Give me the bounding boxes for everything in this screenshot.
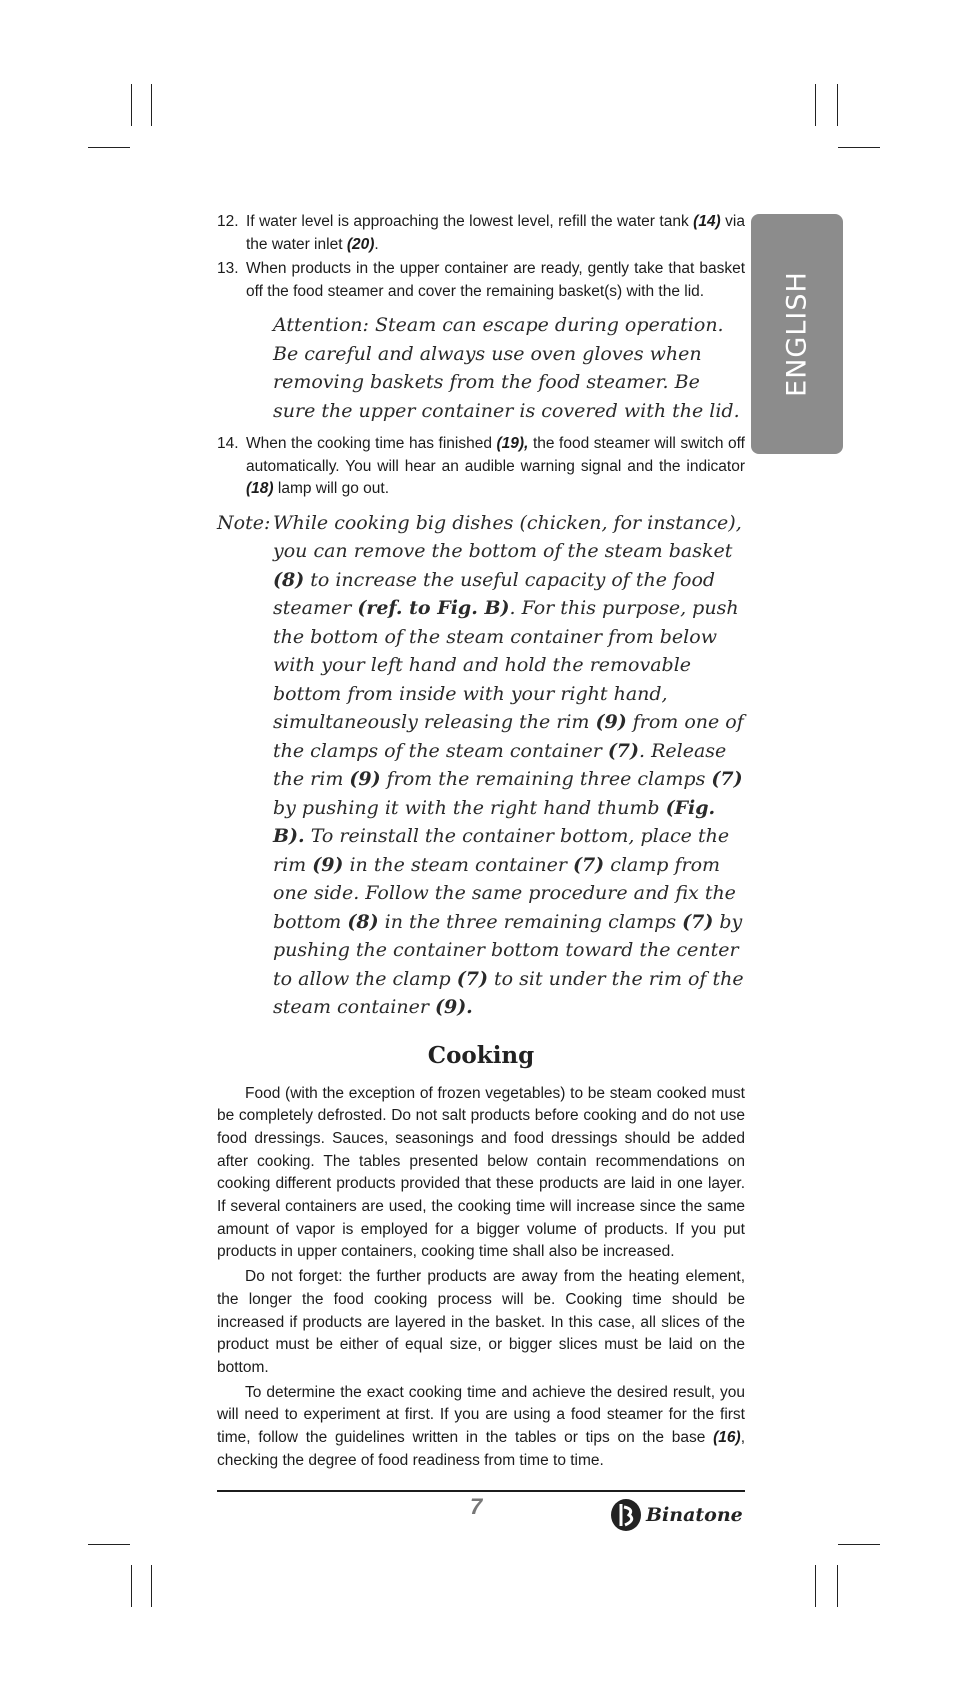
step-13	[217, 258, 745, 303]
crop-mark	[838, 1544, 880, 1545]
note-block: Note: While cooking big dishes (chicken, for instance), you can remove the bottom of the steam basket (8) to increase the useful capacity of the food steamer (ref. to Fig. B). For this purpose, push the bottom of the steam container from below with your left hand and hold the removable bottom from inside with your right hand, simultaneously releasing the rim (9) from one of the clamps of the steam container (7). Release the rim (9) from the remaining three clamps (7) by pushing it with the right hand thumb (Fig. B). To reinstall the container bottom, place the rim (9) in the steam container (7) clamp from one side. Follow the same procedure and fix the bottom (8) in the three remaining clamps (7) by pushing the container bottom toward the center to allow the clamp (7) to sit under the rim of the steam container (9).	[217, 509, 745, 1022]
cooking-paragraph-3: To determine the exact cooking time and achieve the desired result, you will need to experiment at first. If you are using a food steamer for the first time, follow the guidelines written in the tables or tips on the base (16), checking the degree of food readiness from time to time.	[217, 1383, 745, 1469]
note-label: Note:	[217, 511, 271, 534]
crop-mark	[131, 84, 132, 126]
crop-mark	[815, 84, 816, 126]
attention-text: Steam can escape during operation. Be careful and always use oven gloves when removing baskets from the food steamer. Be sure the upper container is covered with the lid.	[273, 314, 740, 422]
attention-note	[217, 311, 745, 425]
crop-mark	[151, 84, 152, 126]
crop-mark	[88, 147, 130, 148]
crop-mark	[838, 147, 880, 148]
cooking-paragraph-2: Do not forget: the further products are away from the heating element, the longer the food cooking process will be. Cooking time should be increased if products are layered in the basket. In this case, all slices of the product must be either of equal size, or bigger slices must be laid on the bottom.	[217, 1268, 745, 1376]
crop-mark	[131, 1565, 132, 1607]
footer-rule	[217, 1490, 745, 1492]
step-number: 12.	[217, 213, 239, 230]
brand-wordmark: Binatone	[646, 1504, 743, 1526]
cooking-paragraph-1: Food (with the exception of frozen vegetables) to be steam cooked must be completely defrosted. Do not salt products before cooking and do not use food dressings. Sauces, seasonings and food dressings should be added after cooking. The tables presented below contain recommendations on cooking different products provided that these products are laid in one layer. If several containers are used, the cooking time will increase since the same amount of vapor is employed for a bigger volume of products. If you put products in upper containers, cooking time shall also be increased.	[217, 1084, 745, 1261]
binatone-logo-icon	[610, 1498, 642, 1532]
step-14: 14. When the cooking time has finished (19), the food steamer will switch off automatically. You will hear an audible warning signal and the indicator (18) lamp will go out.	[217, 435, 745, 497]
step-text: When products in the upper container are ready, gently take that basket off the food steamer and cover the remaining basket(s) with the lid.	[246, 260, 745, 300]
step-number: 13.	[217, 260, 239, 277]
brand-logo	[610, 1497, 743, 1533]
step-number: 14.	[217, 435, 239, 452]
crop-mark	[837, 1565, 838, 1607]
page-number: 7	[470, 1494, 483, 1519]
crop-mark	[151, 1565, 152, 1607]
step-12: 12. If water level is approaching the lowest level, refill the water tank (14) via the water inlet (20).	[217, 213, 745, 253]
page-content	[217, 211, 745, 1474]
crop-mark	[815, 1565, 816, 1607]
crop-mark	[837, 84, 838, 126]
crop-mark	[88, 1544, 130, 1545]
section-heading-cooking: Cooking	[427, 1041, 535, 1069]
attention-label: Attention:	[273, 314, 369, 336]
language-tab	[751, 214, 843, 454]
language-tab-label: ENGLISH	[781, 271, 813, 397]
